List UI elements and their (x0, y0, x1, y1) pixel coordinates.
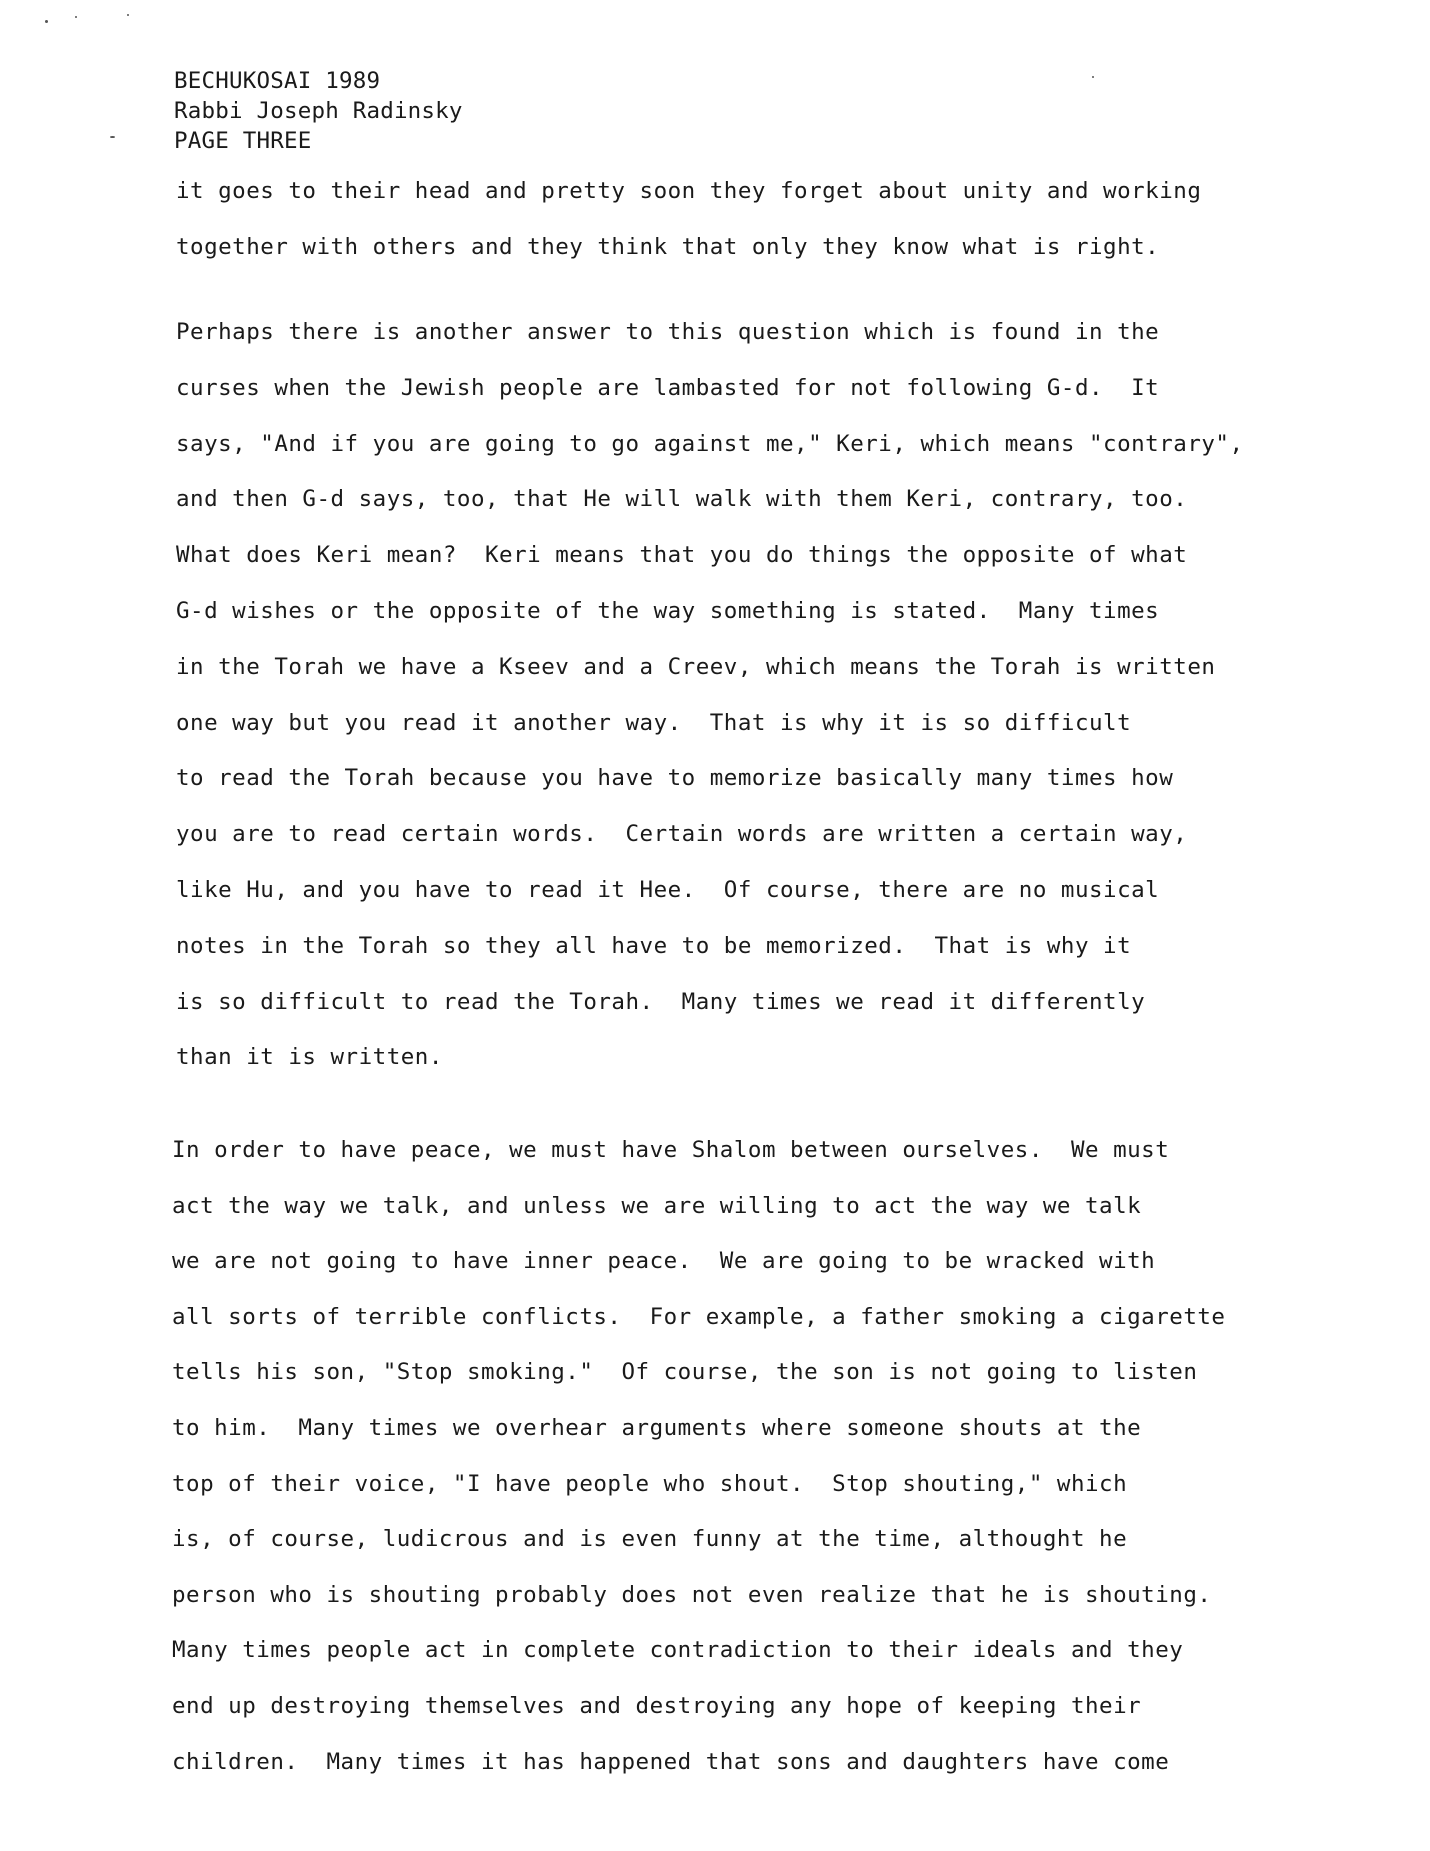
text-line: person who is shouting probably does not even realize that he is shouting. (172, 1581, 1212, 1608)
text-line: tells his son, "Stop smoking." Of course, the son is not going to listen (172, 1359, 1198, 1386)
text-line: What does Keri mean? Keri means that you do things the opposite of what (176, 542, 1188, 569)
text-line: end up destroying themselves and destroying any hope of keeping their (172, 1692, 1142, 1719)
scan-speck (110, 136, 115, 138)
header-page-label: PAGE THREE (174, 128, 312, 154)
text-line: to him. Many times we overhear arguments where someone shouts at the (172, 1414, 1142, 1441)
text-line: all sorts of terrible conflicts. For example, a father smoking a cigarette (172, 1303, 1226, 1330)
text-line: curses when the Jewish people are lambasted for not following G-d. It (176, 374, 1160, 401)
scan-speck (45, 20, 48, 23)
scan-speck (1092, 76, 1094, 78)
text-line: you are to read certain words. Certain words are written a certain way, (176, 821, 1188, 848)
paragraph-2 (176, 305, 1244, 1086)
text-line: notes in the Torah so they all have to be memorized. That is why it (176, 932, 1132, 959)
text-line: children. Many times it has happened that sons and daughters have come (172, 1748, 1170, 1775)
text-line: says, "And if you are going to go against me," Keri, which means "contrary", (176, 430, 1244, 457)
header-title: BECHUKOSAI 1989 (174, 68, 381, 94)
scan-speck (127, 14, 129, 16)
text-line: Many times people act in complete contradiction to their ideals and they (172, 1637, 1184, 1664)
text-line: top of their voice, "I have people who shout. Stop shouting," which (172, 1470, 1128, 1497)
text-line: to read the Torah because you have to memorize basically many times how (176, 765, 1174, 792)
text-line: In order to have peace, we must have Shalom between ourselves. We must (172, 1137, 1170, 1163)
header-author: Rabbi Joseph Radinsky (174, 98, 463, 124)
text-line: act the way we talk, and unless we are willing to act the way we talk (172, 1192, 1142, 1219)
text-line: Perhaps there is another answer to this question which is found in the (176, 319, 1160, 345)
text-line: one way but you read it another way. That is why it is so difficult (176, 709, 1132, 736)
text-line: and then G-d says, too, that He will walk with them Keri, contrary, too. (176, 486, 1188, 513)
text-line: together with others and they think that only they know what is right. (176, 233, 1160, 260)
paragraph-3 (172, 1123, 1225, 1790)
text-line: than it is written. (176, 1044, 443, 1071)
text-line: G-d wishes or the opposite of the way something is stated. Many times (176, 597, 1160, 624)
paragraph-1 (176, 164, 1201, 276)
text-line: it goes to their head and pretty soon they forget about unity and working (176, 178, 1202, 204)
text-line: is, of course, ludicrous and is even funny at the time, althought he (172, 1526, 1128, 1553)
text-line: in the Torah we have a Kseev and a Creev, which means the Torah is written (176, 653, 1216, 680)
text-line: like Hu, and you have to read it Hee. Of course, there are no musical (176, 876, 1160, 903)
text-line: we are not going to have inner peace. We are going to be wracked with (172, 1248, 1156, 1275)
scan-speck (75, 16, 77, 18)
document-header (174, 66, 463, 156)
text-line: is so difficult to read the Torah. Many times we read it differently (176, 988, 1146, 1015)
